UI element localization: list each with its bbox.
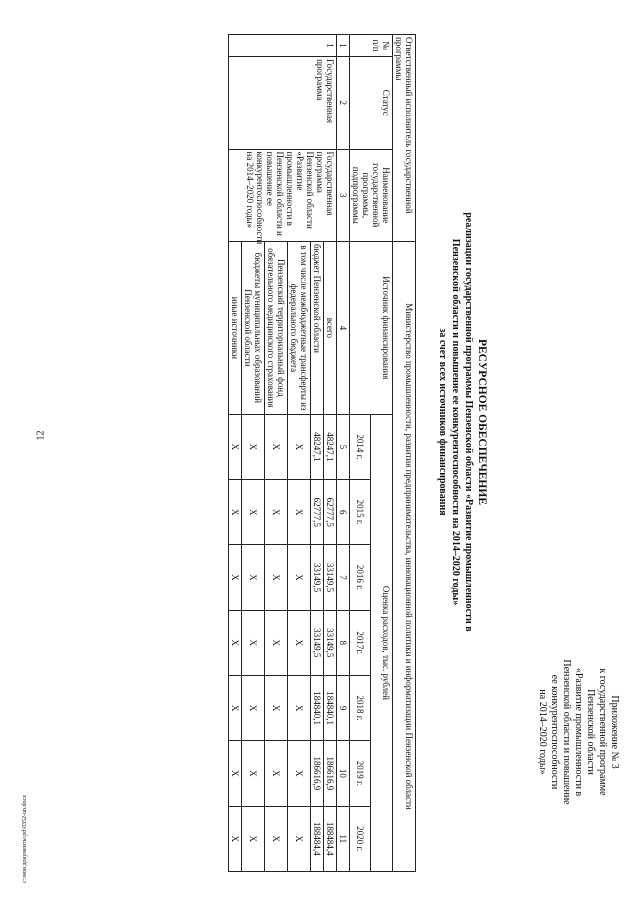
value-cell: X <box>288 545 311 610</box>
appendix-line: Приложение № 3 <box>609 695 620 769</box>
value-cell: 33149,5 <box>324 545 337 610</box>
value-cell: X <box>242 741 265 806</box>
rotated-page <box>20 22 620 882</box>
value-cell: X <box>229 414 242 479</box>
appendix-line: ее конкурентоспособности <box>549 674 560 790</box>
value-cell: X <box>242 545 265 610</box>
value-cell: X <box>242 806 265 871</box>
value-cell: X <box>242 610 265 675</box>
col-number: 2 <box>337 57 350 149</box>
value-cell: X <box>265 675 288 740</box>
source-cell: бюджет Пензенской области <box>311 241 324 414</box>
value-cell: X <box>242 675 265 740</box>
value-cell: 48247,1 <box>324 414 337 479</box>
value-cell: 33149,5 <box>311 610 324 675</box>
value-cell: X <box>265 414 288 479</box>
title-line-4: за счет всех источников финансирования <box>437 328 448 516</box>
value-cell: X <box>229 610 242 675</box>
header-source: Источник финансирования <box>350 241 393 414</box>
value-cell: 186616,9 <box>324 741 337 806</box>
row-program-name: Государственная программа Пензенской области «Развитие промышленности в Пензенской области и повышение ее конкурентоспособности на 2014–2020 годы» <box>229 149 337 241</box>
file-path: c:\мои документы\pd\0352-un.docx <box>22 794 28 883</box>
value-cell: X <box>242 480 265 545</box>
executor-value: Министерство промышленности, развития предпринимательства, инновационной политики и информатизации Пензенской области <box>393 241 416 871</box>
value-cell: X <box>265 741 288 806</box>
value-cell: X <box>265 545 288 610</box>
value-cell: X <box>229 806 242 871</box>
year-cell: 2015 г. <box>350 480 372 545</box>
value-cell: 62777,5 <box>324 480 337 545</box>
year-cell: 2014 г. <box>350 414 372 479</box>
source-cell: иные источники <box>229 241 242 414</box>
value-cell: 184840,1 <box>311 675 324 740</box>
header-status: Статус <box>350 57 393 149</box>
col-number: 5 <box>337 414 350 479</box>
value-cell: X <box>229 545 242 610</box>
document-title <box>436 142 488 702</box>
col-number: 11 <box>337 806 350 871</box>
value-cell: 33149,5 <box>324 610 337 675</box>
title-line-1: РЕСУРСНОЕ ОБЕСПЕЧЕНИЕ <box>476 338 488 505</box>
column-numbers-row <box>337 35 350 872</box>
appendix-line: «Развитие промышленности в <box>573 667 584 797</box>
value-cell: 186616,9 <box>311 741 324 806</box>
source-cell: в том числе межбюджетные трансферты из федерального бюджета <box>288 241 311 414</box>
value-cell: X <box>242 414 265 479</box>
value-cell: X <box>288 741 311 806</box>
executor-label: Ответственный исполнитель государственной программы <box>393 35 416 242</box>
value-cell: 184840,1 <box>324 675 337 740</box>
value-cell: 48247,1 <box>311 414 324 479</box>
source-cell: всего <box>324 241 337 414</box>
value-cell: 33149,5 <box>311 545 324 610</box>
header-row <box>371 35 393 872</box>
col-number: 3 <box>337 149 350 241</box>
value-cell: X <box>288 480 311 545</box>
value-cell: 188484,4 <box>311 806 324 871</box>
appendix-line: на 2014–2020 годы» <box>537 689 548 775</box>
value-cell: 62777,5 <box>311 480 324 545</box>
title-line-2: реализации государственной программы Пензенской области «Развитие промышленности в <box>463 212 474 632</box>
col-number: 7 <box>337 545 350 610</box>
col-number: 4 <box>337 241 350 414</box>
table-row <box>324 35 337 872</box>
col-number: 8 <box>337 610 350 675</box>
row-status: Государственная программа <box>229 57 337 149</box>
value-cell: 188484,4 <box>324 806 337 871</box>
title-line-3: Пензенской области и повышение ее конкурентоспособности на 2014–2020 годы» <box>450 238 461 606</box>
page-number: 12 <box>35 430 47 441</box>
value-cell: X <box>265 480 288 545</box>
value-cell: X <box>288 806 311 871</box>
year-cell: 2017г. <box>350 610 372 675</box>
year-cell: 2020 г. <box>350 806 372 871</box>
appendix-note <box>536 582 620 882</box>
source-cell: Пензенский территориальный фонд обязательного медицинского страхования <box>265 241 288 414</box>
year-cell: 2016 г. <box>350 545 372 610</box>
appendix-line: к государственной программе <box>597 668 608 796</box>
year-cell: 2019 г. <box>350 741 372 806</box>
col-number: 6 <box>337 480 350 545</box>
col-number: 9 <box>337 675 350 740</box>
value-cell: X <box>265 610 288 675</box>
header-no: № п/п <box>350 35 393 57</box>
value-cell: X <box>229 675 242 740</box>
year-cell: 2018 г. <box>350 675 372 740</box>
appendix-line: Пензенской области <box>585 689 596 775</box>
value-cell: X <box>265 806 288 871</box>
value-cell: X <box>288 414 311 479</box>
header-name: Наименование государственной программы, подпрограммы <box>350 149 393 241</box>
executor-row <box>393 35 416 872</box>
value-cell: X <box>288 675 311 740</box>
appendix-line: Пензенской области и повышение <box>561 659 572 805</box>
col-number: 10 <box>337 741 350 806</box>
value-cell: X <box>288 610 311 675</box>
source-cell: бюджеты муниципальных образований Пензенской области <box>242 241 265 414</box>
row-number: 1 <box>229 35 337 57</box>
value-cell: X <box>229 741 242 806</box>
header-estimate: Оценка расходов, тыс. рублей <box>371 414 393 871</box>
value-cell: X <box>229 480 242 545</box>
col-number: 1 <box>337 35 350 57</box>
resource-table <box>228 34 416 872</box>
